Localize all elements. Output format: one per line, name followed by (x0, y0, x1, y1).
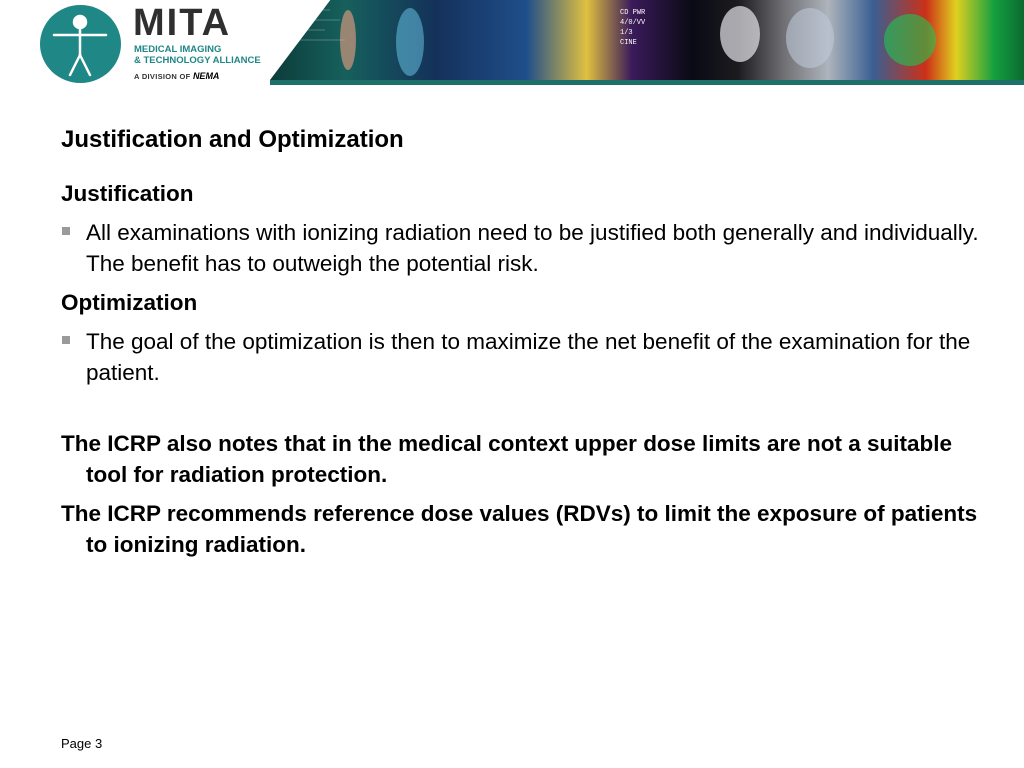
svg-text:CD PWR: CD PWR (620, 9, 646, 17)
square-bullet-icon (62, 336, 70, 344)
icrp-statement: The ICRP recommends reference dose values (RDVs) to limit the exposure of patients to ionizing radiation. (61, 501, 978, 557)
bullet-text: The goal of the optimization is then to maximize the net benefit of the examination for the patient. (86, 329, 971, 385)
slide-title: Justification and Optimization (61, 126, 404, 153)
bullet-item (61, 326, 981, 388)
division-prefix: A DIVISION OF (134, 72, 191, 81)
square-bullet-icon (62, 227, 70, 235)
icrp-statement: The ICRP also notes that in the medical context upper dose limits are not a suitable tool for radiation protection. (61, 431, 953, 487)
medical-imaging-banner (270, 0, 1024, 80)
section-heading-optimization: Optimization (61, 290, 198, 315)
slide-header (0, 0, 1024, 88)
bullet-text: All examinations with ionizing radiation need to be justified both generally and individually. The benefit has to outweigh the potential risk. (86, 220, 979, 276)
brand-subtitle: MEDICAL IMAGING & TECHNOLOGY ALLIANCE (134, 44, 261, 66)
mita-logo-icon (40, 5, 121, 83)
svg-text:CINE: CINE (620, 39, 637, 47)
page-number: Page 3 (61, 736, 103, 751)
svg-text:1/3: 1/3 (620, 29, 633, 37)
section-heading-justification: Justification (61, 181, 194, 206)
banner-underline (270, 80, 1024, 85)
slide-content (61, 178, 981, 568)
brand-name: MITA (133, 2, 232, 44)
bullet-item (61, 217, 981, 279)
brand-division (134, 71, 219, 81)
spacer (61, 396, 981, 428)
svg-text:4/0/VV: 4/0/VV (620, 19, 646, 27)
division-logo: NEMA (192, 71, 220, 81)
